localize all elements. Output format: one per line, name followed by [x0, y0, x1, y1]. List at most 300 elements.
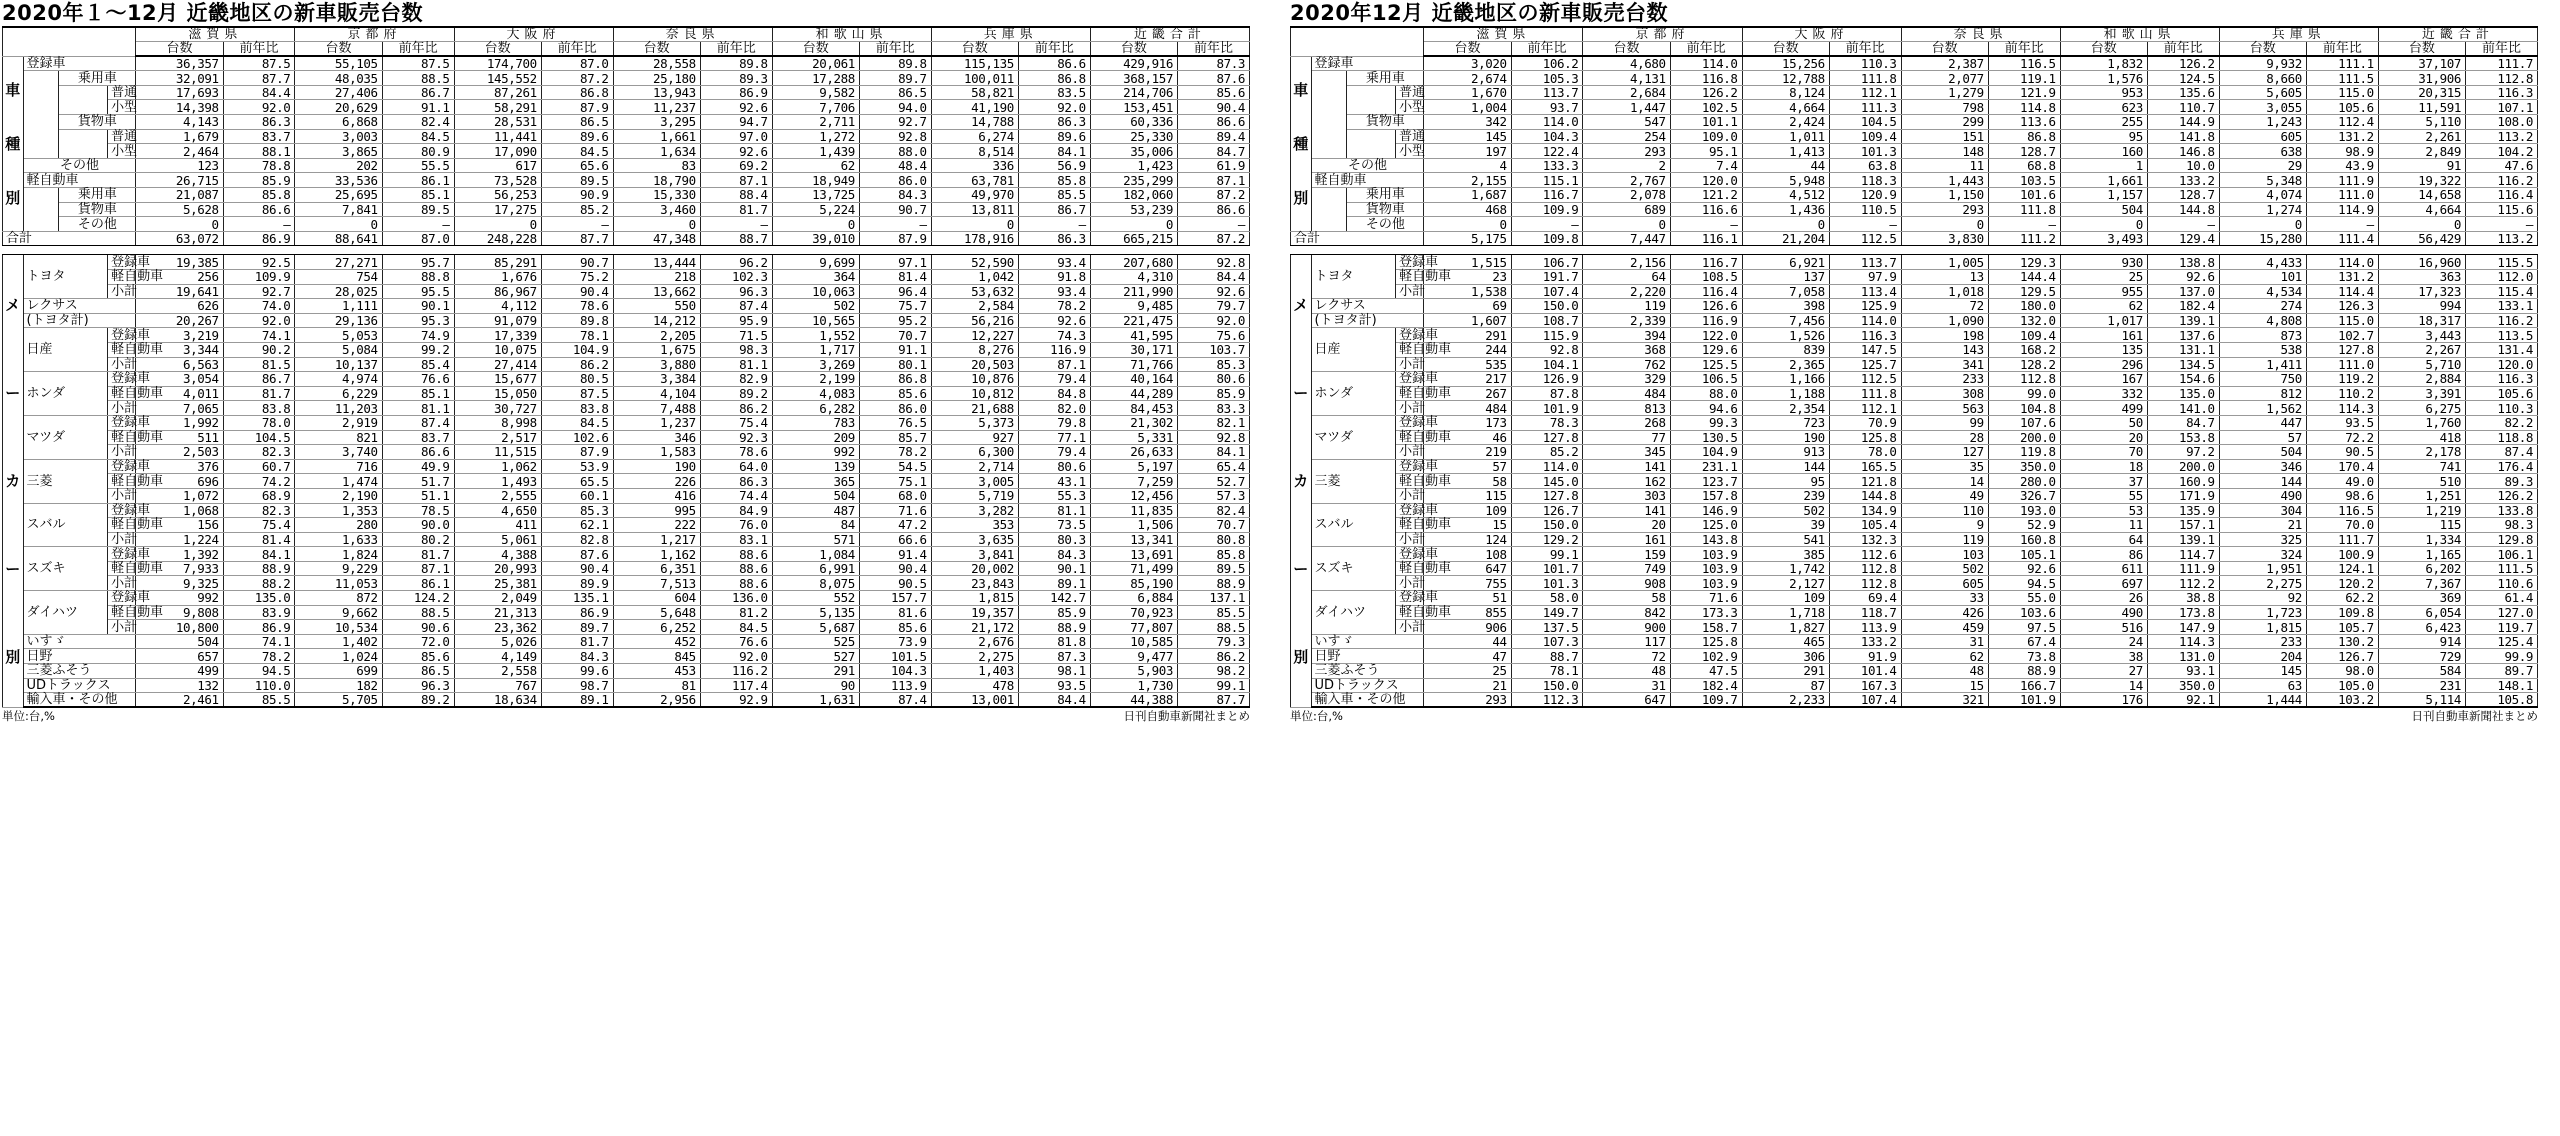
table-row	[3, 547, 1250, 562]
table-row	[3, 299, 1250, 314]
count-cell: 4,664	[1742, 100, 1829, 115]
ratio-cell: 122.0	[1670, 328, 1742, 343]
ratio-cell: 101.5	[859, 649, 931, 664]
ratio-cell: 120.9	[1829, 188, 1901, 203]
ratio-cell: 112.5	[1829, 372, 1901, 387]
ratio-cell: 81.1	[700, 357, 772, 372]
count-cell: 1,717	[772, 342, 859, 357]
ratio-cell: 80.5	[541, 372, 613, 387]
count-cell: 39,010	[772, 231, 859, 246]
ratio-cell: ―	[859, 217, 931, 232]
ratio-cell: 111.0	[2306, 188, 2378, 203]
count-cell: 2,464	[136, 144, 223, 159]
count-cell: 3,020	[1424, 56, 1511, 71]
count-cell: 4,974	[295, 372, 382, 387]
count-cell: 24	[2060, 634, 2147, 649]
row-label: 軽自動車	[108, 386, 136, 401]
count-cell: 31	[1901, 634, 1988, 649]
count-cell: 145	[1424, 129, 1511, 144]
count-header: 台数	[295, 42, 382, 57]
count-cell: 502	[1742, 503, 1829, 518]
count-cell: 15	[1901, 678, 1988, 693]
table-row	[3, 693, 1250, 708]
ratio-cell: 82.8	[541, 532, 613, 547]
count-cell: 8,660	[2219, 71, 2306, 86]
count-cell: 55	[2060, 488, 2147, 503]
table-row	[3, 386, 1250, 401]
count-cell: 3,384	[613, 372, 700, 387]
count-cell: 571	[772, 532, 859, 547]
count-cell: 1,607	[1424, 313, 1511, 328]
count-cell: 226	[613, 474, 700, 489]
count-cell: 160	[2060, 144, 2147, 159]
ratio-cell: 127.8	[1511, 488, 1583, 503]
ratio-cell: 116.5	[1988, 56, 2060, 71]
ratio-cell: 113.9	[859, 678, 931, 693]
ratio-cell: 112.2	[2147, 576, 2219, 591]
ratio-cell: 121.8	[1829, 474, 1901, 489]
ratio-cell: 84.4	[223, 85, 295, 100]
count-cell: 1,576	[2060, 71, 2147, 86]
count-cell: 755	[1424, 576, 1511, 591]
ratio-cell: 108.0	[2465, 115, 2537, 130]
count-cell: 27,406	[295, 85, 382, 100]
ratio-cell: 92.0	[1177, 313, 1249, 328]
table-row	[1291, 518, 2538, 533]
count-cell: 299	[1901, 115, 1988, 130]
ratio-cell: 104.9	[1670, 445, 1742, 460]
count-cell: 7,488	[613, 401, 700, 416]
count-cell: 109	[1424, 503, 1511, 518]
ratio-cell: 84.3	[541, 649, 613, 664]
row-label: 登録車	[108, 547, 136, 562]
count-cell: 525	[772, 634, 859, 649]
count-cell: 70	[2060, 445, 2147, 460]
count-header: 台数	[1901, 42, 1988, 57]
count-cell: 306	[1742, 649, 1829, 664]
ratio-cell: 94.7	[700, 115, 772, 130]
region-header: 京都府	[295, 27, 454, 42]
ratio-cell: 86.8	[1988, 129, 2060, 144]
count-cell: 18,949	[772, 173, 859, 188]
count-cell: 0	[931, 217, 1018, 232]
section-gap	[1291, 246, 2538, 255]
count-cell: 930	[2060, 255, 2147, 270]
count-cell: 538	[2219, 342, 2306, 357]
count-cell: 214,706	[1090, 85, 1177, 100]
count-cell: 14,212	[613, 313, 700, 328]
table-row	[3, 188, 1250, 203]
count-cell: 15	[1424, 518, 1511, 533]
count-cell: 1,017	[2060, 313, 2147, 328]
count-cell: 233	[2219, 634, 2306, 649]
count-cell: 605	[1901, 576, 1988, 591]
ratio-header: 前年比	[1670, 42, 1742, 57]
count-cell: 1,679	[136, 129, 223, 144]
table-row	[1291, 488, 2538, 503]
count-cell: 27,271	[295, 255, 382, 270]
ratio-cell: 92.8	[1511, 342, 1583, 357]
ratio-cell: 86.0	[859, 173, 931, 188]
count-cell: 13,662	[613, 284, 700, 299]
count-cell: 2,078	[1583, 188, 1670, 203]
count-cell: 221,475	[1090, 313, 1177, 328]
header-row-regions	[3, 27, 1250, 42]
count-cell: 159	[1583, 547, 1670, 562]
ratio-cell: 102.6	[541, 430, 613, 445]
ratio-cell: 89.9	[541, 576, 613, 591]
count-cell: 2,267	[2378, 342, 2465, 357]
count-cell: 487	[772, 503, 859, 518]
row-label: 登録車	[1396, 591, 1424, 606]
ratio-cell: 89.4	[1177, 129, 1249, 144]
count-cell: 992	[772, 445, 859, 460]
ratio-cell: 106.1	[2465, 547, 2537, 562]
count-cell: 101	[2219, 270, 2306, 285]
ratio-cell: 81.1	[1018, 503, 1090, 518]
count-cell: 15,330	[613, 188, 700, 203]
count-header: 台数	[136, 42, 223, 57]
count-cell: 5,175	[1424, 231, 1511, 246]
count-cell: 14,398	[136, 100, 223, 115]
cell	[1311, 71, 1347, 159]
row-label: 普通	[108, 129, 136, 144]
maker-label: ホンダ	[1311, 372, 1396, 416]
count-cell: 1,634	[613, 144, 700, 159]
ratio-cell: 55.5	[382, 158, 454, 173]
count-cell: 716	[295, 459, 382, 474]
ratio-cell: 99.6	[541, 664, 613, 679]
ratio-cell: 92.5	[223, 255, 295, 270]
count-cell: 3,830	[1901, 231, 1988, 246]
count-cell: 398	[1742, 299, 1829, 314]
count-cell: 0	[2219, 217, 2306, 232]
table-row	[1291, 202, 2538, 217]
ratio-cell: 109.4	[1988, 328, 2060, 343]
ratio-cell: ―	[700, 217, 772, 232]
ratio-cell: 69.4	[1829, 591, 1901, 606]
count-cell: 58,291	[454, 100, 541, 115]
count-cell: 10,137	[295, 357, 382, 372]
row-label: 軽自動車	[1396, 342, 1424, 357]
count-cell: 504	[136, 634, 223, 649]
count-cell: 953	[2060, 85, 2147, 100]
count-cell: 2,676	[931, 634, 1018, 649]
table-row	[3, 56, 1250, 71]
count-cell: 2,205	[613, 328, 700, 343]
count-cell: 9,662	[295, 605, 382, 620]
ratio-cell: 87.7	[223, 71, 295, 86]
row-label: その他	[59, 217, 136, 232]
count-cell: 4,808	[2219, 313, 2306, 328]
table-row	[1291, 649, 2538, 664]
maker-label: 輸入車・その他	[23, 693, 136, 708]
count-cell: 502	[1901, 561, 1988, 576]
ratio-cell: 88.6	[700, 561, 772, 576]
count-cell: 4,534	[2219, 284, 2306, 299]
count-cell: 161	[2060, 328, 2147, 343]
count-cell: 1,157	[2060, 188, 2147, 203]
count-cell: 1,506	[1090, 518, 1177, 533]
ratio-cell: 86.1	[382, 173, 454, 188]
count-cell: 900	[1583, 620, 1670, 635]
region-header: 滋賀県	[136, 27, 295, 42]
ratio-cell: 107.6	[1988, 415, 2060, 430]
maker-label: スズキ	[23, 547, 108, 591]
row-label: 小計	[108, 445, 136, 460]
ratio-cell: 86.8	[859, 372, 931, 387]
region-header: 和歌山県	[2060, 27, 2219, 42]
ratio-cell: 97.1	[859, 255, 931, 270]
ratio-cell: 128.7	[1988, 144, 2060, 159]
ratio-cell: 88.9	[1177, 576, 1249, 591]
count-cell: 10,585	[1090, 634, 1177, 649]
ratio-cell: 112.1	[1829, 85, 1901, 100]
count-cell: 1,723	[2219, 605, 2306, 620]
row-label: 登録車	[1311, 56, 1424, 71]
count-cell: 55,105	[295, 56, 382, 71]
ratio-cell: 74.1	[223, 328, 295, 343]
ratio-cell: 89.7	[2465, 664, 2537, 679]
ratio-cell: 84.1	[1177, 445, 1249, 460]
count-cell: 872	[295, 591, 382, 606]
ratio-cell: 86.5	[859, 85, 931, 100]
ratio-cell: 87.0	[541, 56, 613, 71]
count-cell: 5,224	[772, 202, 859, 217]
ratio-cell: 102.9	[1670, 649, 1742, 664]
ratio-cell: 84.4	[1177, 270, 1249, 285]
count-cell: 638	[2219, 144, 2306, 159]
ratio-cell: 116.9	[1670, 313, 1742, 328]
count-cell: 268	[1583, 415, 1670, 430]
ratio-cell: 74.0	[223, 299, 295, 314]
count-cell: 2,558	[454, 664, 541, 679]
count-cell: 10,876	[931, 372, 1018, 387]
ratio-cell: 103.9	[1670, 576, 1742, 591]
count-cell: 0	[1742, 217, 1829, 232]
count-cell: 1,392	[136, 547, 223, 562]
count-cell: 647	[1583, 693, 1670, 708]
count-cell: 914	[2378, 634, 2465, 649]
ratio-cell: 78.0	[1829, 445, 1901, 460]
table-row	[1291, 459, 2538, 474]
ratio-cell: 110.7	[2147, 100, 2219, 115]
count-cell: 57	[1424, 459, 1511, 474]
count-cell: 174,700	[454, 56, 541, 71]
count-cell: 153,451	[1090, 100, 1177, 115]
count-cell: 1,443	[1901, 173, 1988, 188]
count-cell: 35	[1901, 459, 1988, 474]
row-label: 軽自動車	[1396, 605, 1424, 620]
count-cell: 332	[2060, 386, 2147, 401]
ratio-cell: 51.7	[382, 474, 454, 489]
ratio-cell: 146.9	[1670, 503, 1742, 518]
ratio-cell: 101.3	[1829, 144, 1901, 159]
ratio-cell: 144.4	[1988, 270, 2060, 285]
maker-label: UDトラックス	[1311, 678, 1424, 693]
ratio-cell: 106.2	[1511, 56, 1583, 71]
ratio-cell: 88.2	[223, 576, 295, 591]
ratio-cell: 114.3	[2147, 634, 2219, 649]
ratio-cell: ―	[1988, 217, 2060, 232]
ratio-cell: 86.3	[223, 115, 295, 130]
count-cell: 18	[2060, 459, 2147, 474]
count-cell: 13,725	[772, 188, 859, 203]
ratio-cell: 116.1	[1670, 231, 1742, 246]
ratio-cell: 74.2	[223, 474, 295, 489]
count-cell: 665,215	[1090, 231, 1177, 246]
table-row	[1291, 430, 2538, 445]
count-cell: 7,447	[1583, 231, 1670, 246]
ratio-cell: 82.9	[700, 372, 772, 387]
row-label: その他	[1347, 217, 1424, 232]
row-label: 軽自動車	[108, 430, 136, 445]
count-cell: 3,880	[613, 357, 700, 372]
count-cell: 2,674	[1424, 71, 1511, 86]
ratio-cell: 82.4	[1177, 503, 1249, 518]
count-cell: 611	[2060, 561, 2147, 576]
count-cell: 0	[454, 217, 541, 232]
count-cell: 84,453	[1090, 401, 1177, 416]
ratio-cell: 82.2	[2465, 415, 2537, 430]
ratio-cell: 85.5	[223, 693, 295, 708]
ratio-cell: 115.4	[2465, 284, 2537, 299]
ratio-cell: 109.4	[1829, 129, 1901, 144]
side-label-maker: メーカー別	[1291, 255, 1312, 707]
ratio-cell: 99.1	[1511, 547, 1583, 562]
count-cell: 754	[295, 270, 382, 285]
ratio-cell: 118.8	[2465, 430, 2537, 445]
ratio-cell: 92.3	[700, 430, 772, 445]
ratio-cell: 70.7	[1177, 518, 1249, 533]
count-cell: 291	[1424, 328, 1511, 343]
ratio-cell: 78.3	[1511, 415, 1583, 430]
count-cell: 465	[1742, 634, 1829, 649]
ratio-cell: 85.8	[1177, 547, 1249, 562]
count-cell: 1,018	[1901, 284, 1988, 299]
ratio-cell: 53.9	[541, 459, 613, 474]
ratio-cell: 111.8	[1829, 386, 1901, 401]
ratio-cell: 135.1	[541, 591, 613, 606]
count-cell: 626	[136, 299, 223, 314]
ratio-cell: 114.0	[2306, 255, 2378, 270]
count-cell: 5,348	[2219, 173, 2306, 188]
ratio-cell: 130.5	[1670, 430, 1742, 445]
count-cell: 510	[2378, 474, 2465, 489]
ratio-cell: 75.4	[223, 518, 295, 533]
count-cell: 7,706	[772, 100, 859, 115]
count-cell: 209	[772, 430, 859, 445]
count-cell: 5,705	[295, 693, 382, 708]
count-cell: 127	[1901, 445, 1988, 460]
count-cell: 1,815	[2219, 620, 2306, 635]
table-row	[3, 576, 1250, 591]
ratio-cell: 114.0	[1511, 459, 1583, 474]
count-cell: 1,413	[1742, 144, 1829, 159]
ratio-cell: 93.4	[1018, 284, 1090, 299]
count-cell: 255	[2060, 115, 2147, 130]
ratio-header: 前年比	[1988, 42, 2060, 57]
ratio-cell: 85.8	[1018, 173, 1090, 188]
count-cell: 50	[2060, 415, 2147, 430]
ratio-cell: 116.7	[1511, 188, 1583, 203]
ratio-cell: 200.0	[1988, 430, 2060, 445]
ratio-cell: 102.3	[700, 270, 772, 285]
ratio-cell: 150.0	[1511, 678, 1583, 693]
ratio-cell: 128.2	[1988, 357, 2060, 372]
ratio-cell: 350.0	[2147, 678, 2219, 693]
count-cell: 2,461	[136, 693, 223, 708]
count-cell: 364	[772, 270, 859, 285]
count-cell: 117	[1583, 634, 1670, 649]
ratio-cell: 165.5	[1829, 459, 1901, 474]
count-cell: 4,149	[454, 649, 541, 664]
count-cell: 5,026	[454, 634, 541, 649]
ratio-cell: 38.8	[2147, 591, 2219, 606]
count-cell: 35,006	[1090, 144, 1177, 159]
count-cell: 63,072	[136, 231, 223, 246]
table-row	[3, 518, 1250, 533]
table-row	[1291, 503, 2538, 518]
row-label: 小型	[1396, 144, 1424, 159]
ratio-cell: 98.3	[2465, 518, 2537, 533]
panel-title: 2020年12月 近畿地区の新車販売台数	[1290, 1, 1668, 25]
count-cell: 27,414	[454, 357, 541, 372]
count-cell: 48	[1901, 664, 1988, 679]
ratio-cell: 180.0	[1988, 299, 2060, 314]
row-label: 軽自動車	[108, 518, 136, 533]
count-cell: 1,515	[1424, 255, 1511, 270]
cell	[1311, 188, 1347, 232]
ratio-cell: 48.4	[859, 158, 931, 173]
row-label: 普通	[108, 85, 136, 100]
ratio-cell: 54.5	[859, 459, 931, 474]
table-row	[3, 664, 1250, 679]
count-cell: 1,661	[2060, 173, 2147, 188]
count-cell: 44,289	[1090, 386, 1177, 401]
ratio-cell: 60.1	[541, 488, 613, 503]
count-cell: 20	[2060, 430, 2147, 445]
ratio-cell: 114.0	[1511, 115, 1583, 130]
ratio-cell: 88.5	[382, 71, 454, 86]
table-row	[1291, 576, 2538, 591]
ratio-cell: 94.6	[1670, 401, 1742, 416]
ratio-cell: 134.5	[2147, 357, 2219, 372]
count-cell: 1,272	[772, 129, 859, 144]
count-cell: 1,334	[2378, 532, 2465, 547]
ratio-cell: 121.9	[1988, 85, 2060, 100]
count-cell: 913	[1742, 445, 1829, 460]
count-cell: 0	[136, 217, 223, 232]
count-cell: 77,807	[1090, 620, 1177, 635]
ratio-cell: 123.7	[1670, 474, 1742, 489]
count-cell: 58	[1424, 474, 1511, 489]
ratio-cell: 7.4	[1670, 158, 1742, 173]
ratio-cell: 86.6	[1018, 56, 1090, 71]
count-cell: 1,403	[931, 664, 1018, 679]
count-cell: 7,933	[136, 561, 223, 576]
count-cell: 1,084	[772, 547, 859, 562]
count-cell: 86	[2060, 547, 2147, 562]
ratio-cell: 84.9	[700, 503, 772, 518]
count-cell: 190	[1742, 430, 1829, 445]
count-cell: 72	[1901, 299, 1988, 314]
ratio-cell: 92.6	[1018, 313, 1090, 328]
ratio-cell: 68.0	[859, 488, 931, 503]
table-row	[1291, 561, 2538, 576]
ratio-cell: 84.3	[859, 188, 931, 203]
ratio-cell: 160.8	[1988, 532, 2060, 547]
